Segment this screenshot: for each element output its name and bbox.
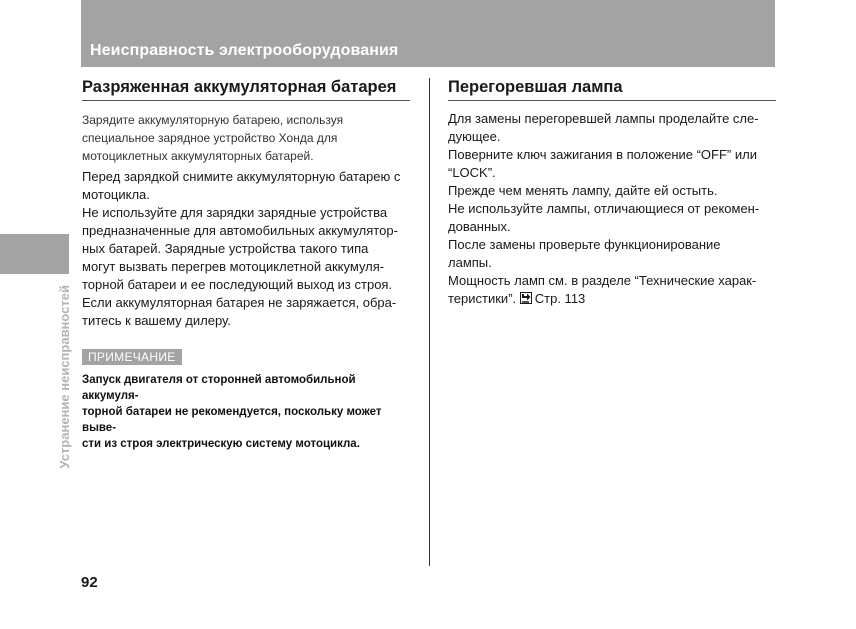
text-line: Поверните ключ зажигания в положение “OFF” или [448, 147, 757, 162]
left-column [82, 78, 410, 452]
text-line: ных батарей. Зарядные устройства такого типа [82, 241, 369, 256]
text-line: Зарядите аккумуляторную батарею, используя [82, 113, 344, 127]
text-line: Не используйте для зарядки зарядные устройства [82, 205, 388, 220]
chapter-side-tab [0, 234, 69, 274]
text-line: мотоциклетных аккумуляторных батарей. [82, 149, 314, 163]
note-text [82, 372, 410, 452]
text-line: Перед зарядкой снимите аккумуляторную батарею с [82, 169, 401, 184]
text-line: Для замены перегоревшей лампы проделайте сле- [448, 111, 759, 126]
text-line: Запуск двигателя от сторонней автомобильной аккумуля- [82, 374, 356, 402]
text-line: могут вызвать перегрев мотоциклетной аккумуля- [82, 259, 385, 274]
text-line: После замены проверьте функционирование [448, 237, 721, 252]
text-line: предназначенные для автомобильных аккумулятор- [82, 223, 398, 238]
battery-instructions [82, 168, 410, 330]
right-column [448, 78, 776, 308]
chapter-title: Неисправность электрооборудования [90, 42, 399, 59]
text-line: дующее. [448, 129, 501, 144]
text-line: специальное зарядное устройство Хонда для [82, 131, 338, 145]
text-line: Не используйте лампы, отличающиеся от рекомен- [448, 201, 760, 216]
text-line-with-reference [448, 290, 776, 308]
burned-out-bulb-heading: Перегоревшая лампа [448, 78, 776, 101]
note-badge: ПРИМЕЧАНИЕ [82, 349, 182, 365]
column-divider [429, 78, 430, 566]
text-line: титесь к вашему дилеру. [82, 313, 231, 328]
side-section-label: Устранение неисправностей [57, 285, 72, 469]
text-line: дованных. [448, 219, 511, 234]
text-line: Мощность ламп см. в разделе “Технические харак- [448, 273, 757, 288]
text-line: теристики”. [448, 291, 517, 306]
page-number: 92 [81, 574, 98, 591]
text-line: лампы. [448, 255, 492, 270]
text-line: мотоцикла. [82, 187, 150, 202]
page-reference-arrow-icon [520, 292, 532, 304]
text-line: сти из строя электрическую систему мотоцикла. [82, 438, 360, 450]
bulb-instructions [448, 110, 776, 308]
header-band [81, 0, 775, 67]
text-line: торной батареи не рекомендуется, поскольку может выве- [82, 406, 382, 434]
text-line: Если аккумуляторная батарея не заряжается, обра- [82, 295, 397, 310]
battery-intro [82, 111, 410, 165]
text-line: торной батареи и ее последующий выход из строя. [82, 277, 393, 292]
discharged-battery-heading: Разряженная аккумуляторная батарея [82, 78, 410, 101]
page-reference-link[interactable]: Стр. 113 [534, 291, 586, 306]
text-line: Прежде чем менять лампу, дайте ей остыть. [448, 183, 718, 198]
text-line: “LOCK”. [448, 165, 496, 180]
